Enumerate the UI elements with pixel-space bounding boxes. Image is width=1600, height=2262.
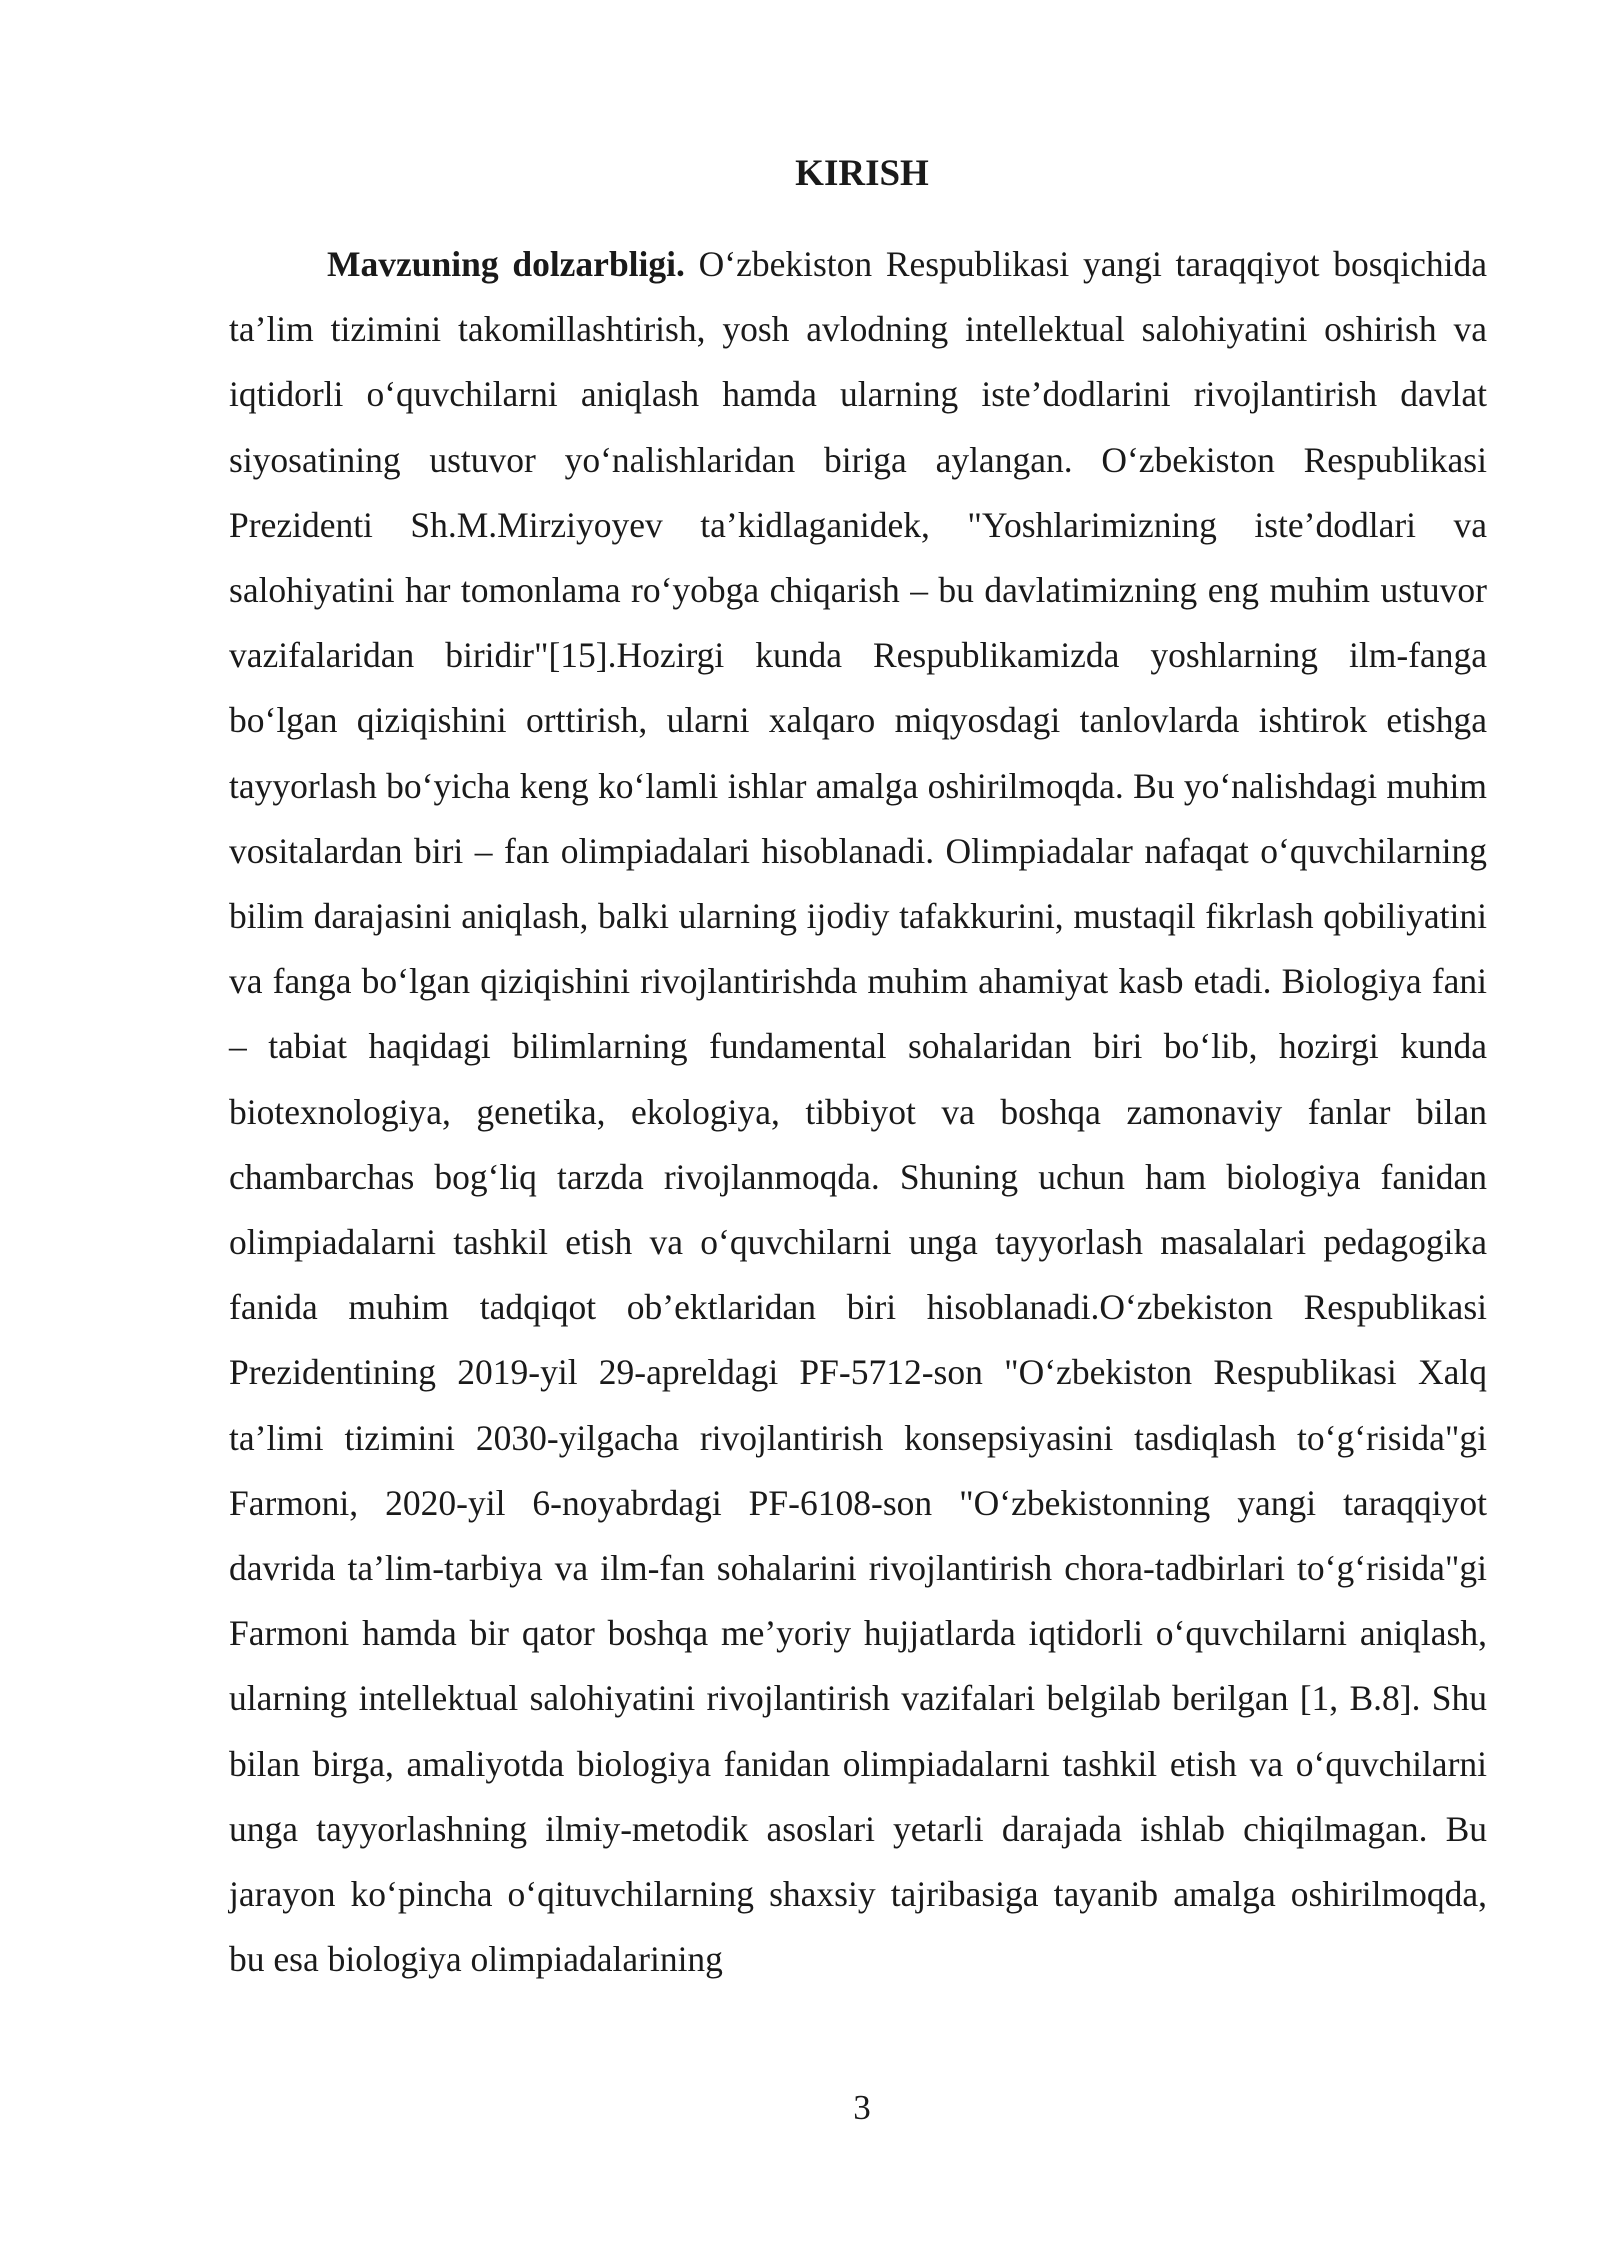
paragraph-lead: Mavzuning dolzarbligi. [327,244,685,284]
section-heading: KIRISH [795,153,929,194]
page-number: 3 [853,2088,871,2127]
body-paragraph [229,232,1487,1992]
paragraph-text: O‘zbekiston Respublikasi yangi taraqqiyot bosqichida ta’lim tizimini takomillashtirish, yosh avlodning intellektual salohiyatini oshirish va iqtidorli o‘quvchilarni aniqlash hamda ularning iste’dodlarini rivojlantirish davlat siyosatining ustuvor yo‘nalishlaridan biriga aylangan. O‘zbekiston Respublikasi Prezidenti Sh.M.Mirziyoyev ta’kidlaganidek, "Yoshlarimizning iste’dodlari va salohiyatini har tomonlama ro‘yobga chiqarish – bu davlatimizning eng muhim ustuvor vazifalaridan biridir"[15].Hozirgi kunda Respublikamizda yoshlarning ilm-fanga bo‘lgan qiziqishini orttirish, ularni xalqaro miqyosdagi tanlovlarda ishtirok etishga tayyorlash bo‘yicha keng ko‘lamli ishlar amalga oshirilmoqda. Bu yo‘nalishdagi muhim vositalardan biri – fan olimpiadalari hisoblanadi. Olimpiadalar nafaqat o‘quvchilarning bilim darajasini aniqlash, balki ularning ijodiy tafakkurini, mustaqil fikrlash qobiliyatini va fanga bo‘lgan qiziqishini rivojlantirishda muhim ahamiyat kasb etadi. Biologiya fani – tabiat haqidagi bilimlarning fundamental sohalaridan biri bo‘lib, hozirgi kunda biotexnologiya, genetika, ekologiya, tibbiyot va boshqa zamonaviy fanlar bilan chambarchas bog‘liq tarzda rivojlanmoqda. Shuning uchun ham biologiya fanidan olimpiadalarni tashkil etish va o‘quvchilarni unga tayyorlash masalalari pedagogika fanida muhim tadqiqot ob’ektlaridan biri hisoblanadi.O‘zbekiston Respublikasi Prezidentining 2019-yil 29-apreldagi PF-5712-son "O‘zbekiston Respublikasi Xalq ta’limi tizimini 2030-yilgacha rivojlantirish konsepsiyasini tasdiqlash to‘g‘risida"gi Farmoni, 2020-yil 6-noyabrdagi PF-6108-son "O‘zbekistonning yangi taraqqiyot davrida ta’lim-tarbiya va ilm-fan sohalarini rivojlantirish chora-tadbirlari to‘g‘risida"gi Farmoni hamda bir qator boshqa me’yoriy hujjatlarda iqtidorli o‘quvchilarni aniqlash, ularning intellektual salohiyatini rivojlantirish vazifalari belgilab berilgan [1, B.8]. Shu bilan birga, amaliyotda biologiya fanidan olimpiadalarni tashkil etish va o‘quvchilarni unga tayyorlashning ilmiy-metodik asoslari yetarli darajada ishlab chiqilmagan. Bu jarayon ko‘pincha o‘qituvchilarning shaxsiy tajribasiga tayanib amalga oshirilmoqda, bu esa biologiya olimpiadalarining [229,244,1488,1980]
